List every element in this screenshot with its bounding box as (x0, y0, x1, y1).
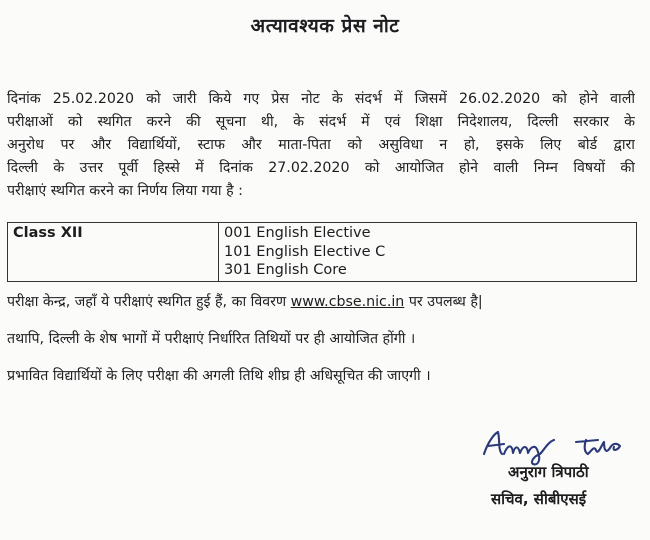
next-date-notice-line: प्रभावित विद्यार्थियों के लिए परीक्षा की अगली तिथि शीघ्र ही अधिसूचित की जाएगी । (7, 368, 431, 384)
exam-centre-text-end: पर उपलब्ध है| (404, 294, 483, 310)
signatory-name: अनुराग त्रिपाठी (508, 463, 589, 481)
page-title: अत्यावश्यक प्रेस नोट (250, 15, 400, 37)
handwritten-signature (478, 420, 628, 468)
subject-item: 101 English Elective C (224, 243, 386, 260)
exam-centre-text: परीक्षा केन्द्र, जहाँ ये परीक्षाएं स्थगित हुई हैं, का विवरण (7, 294, 291, 310)
cbse-website-link[interactable]: www.cbse.nic.in (290, 294, 405, 310)
signatory-designation: सचिव, सीबीएसई (491, 490, 587, 508)
paragraph-line: परीक्षाओं को स्थगित करने की सूचना थी, के संदर्भ में एवं शिक्षा निदेशालय, दिल्ली सरकार के (7, 114, 635, 130)
postponed-subjects-table (7, 222, 637, 282)
subjects-cell (219, 223, 637, 282)
paragraph-line: दिनांक 25.02.2020 को जारी किये गए प्रेस नोट के संदर्भ में जिसमें 26.02.2020 को होने वाली (7, 91, 635, 107)
paragraph-line: अनुरोध पर और विद्यार्थियों, स्टाफ और माता-पिता को असुविधा न हो, इसके लिए बोर्ड द्वारा (7, 137, 635, 153)
body-paragraph (7, 88, 635, 203)
subject-item: 001 English Elective (224, 225, 371, 241)
exam-centre-line (7, 292, 483, 311)
paragraph-line: दिल्ली के उत्तर पूर्वी हिस्से में दिनांक 27.02.2020 को आयोजित होने वाली निम्न विषयों की (7, 160, 635, 176)
paragraph-line: परीक्षाएं स्थगित करने का निर्णय लिया गया है : (7, 183, 243, 199)
class-cell: Class XII (8, 223, 219, 282)
schedule-notice-line: तथापि, दिल्ली के शेष भागों में परीक्षाएं निर्धारित तिथियों पर ही आयोजित होंगी । (7, 331, 416, 347)
table-row (8, 223, 637, 282)
subject-item: 301 English Core (224, 262, 347, 278)
